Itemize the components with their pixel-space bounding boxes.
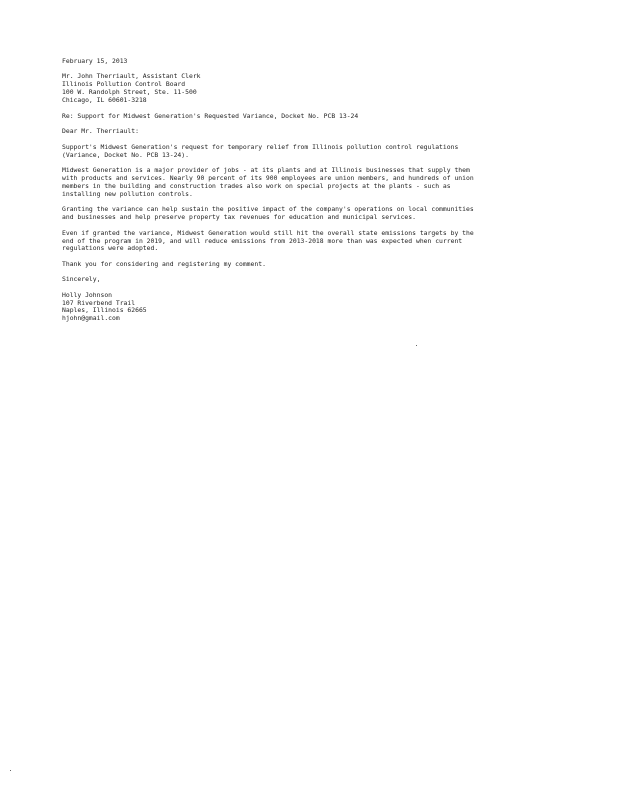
signature-line: hjohn@gmail.com: [62, 314, 120, 323]
paragraph-line: Thank you for considering and registering my comment.: [62, 259, 266, 268]
paragraph-line: and businesses and help preserve property tax revenues for education and municipal services.: [62, 213, 416, 222]
subject-line: Re: Support for Midwest Generation's Requested Variance, Docket No. PCB 13-24: [62, 112, 359, 121]
letter-body: [62, 58, 562, 331]
paragraph-line: members in the building and construction trades also work on special projects at the plants - such as: [62, 181, 451, 190]
recipient-line: Mr. John Therriault, Assistant Clerk: [62, 72, 201, 81]
paragraph-line: end of the program in 2019, and will reduce emissions from 2013-2018 more than was expected when current: [62, 236, 463, 245]
recipient-line: Chicago, IL 60601-3218: [62, 96, 147, 105]
signature-block: [62, 292, 562, 324]
recipient-line: Illinois Pollution Control Board: [62, 80, 186, 89]
body-paragraph: [62, 144, 562, 160]
signature-line: Holly Johnson: [62, 290, 113, 299]
body-paragraph: [62, 261, 562, 269]
body-paragraph: [62, 206, 562, 222]
scan-speck: [416, 345, 417, 346]
paragraph-line: installing new pollution controls.: [62, 189, 193, 198]
recipient-line: 100 W. Randolph Street, Ste. 11-500: [62, 88, 197, 97]
body-paragraph: [62, 167, 562, 199]
recipient-address: [62, 73, 562, 105]
paragraph-line: Midwest Generation is a major provider of jobs - at its plants and at Illinois businesses that supply them: [62, 166, 470, 175]
body-paragraph: [62, 230, 562, 254]
letter-date: February 15, 2013: [62, 57, 128, 65]
salutation: Dear Mr. Therriault:: [62, 127, 139, 136]
scan-speck: [10, 770, 11, 771]
paragraph-line: regulations were adopted.: [62, 244, 159, 253]
paragraph-line: Even if granted the variance, Midwest Generation would still hit the overall state emissions targets by the: [62, 228, 474, 237]
paragraph-line: with products and services. Nearly 90 percent of its 900 employees are union members, and hundreds of union: [62, 174, 474, 183]
closing: Sincerely,: [62, 275, 101, 284]
signature-line: Naples, Illinois 62665: [62, 306, 147, 315]
paragraph-line: (Variance, Docket No. PCB 13-24).: [62, 150, 189, 159]
paragraph-line: Support's Midwest Generation's request for temporary relief from Illinois pollution control regulations: [62, 142, 459, 151]
paragraph-line: Granting the variance can help sustain the positive impact of the company's operations on local communities: [62, 205, 474, 214]
signature-line: 107 Riverbend Trail: [62, 298, 136, 307]
